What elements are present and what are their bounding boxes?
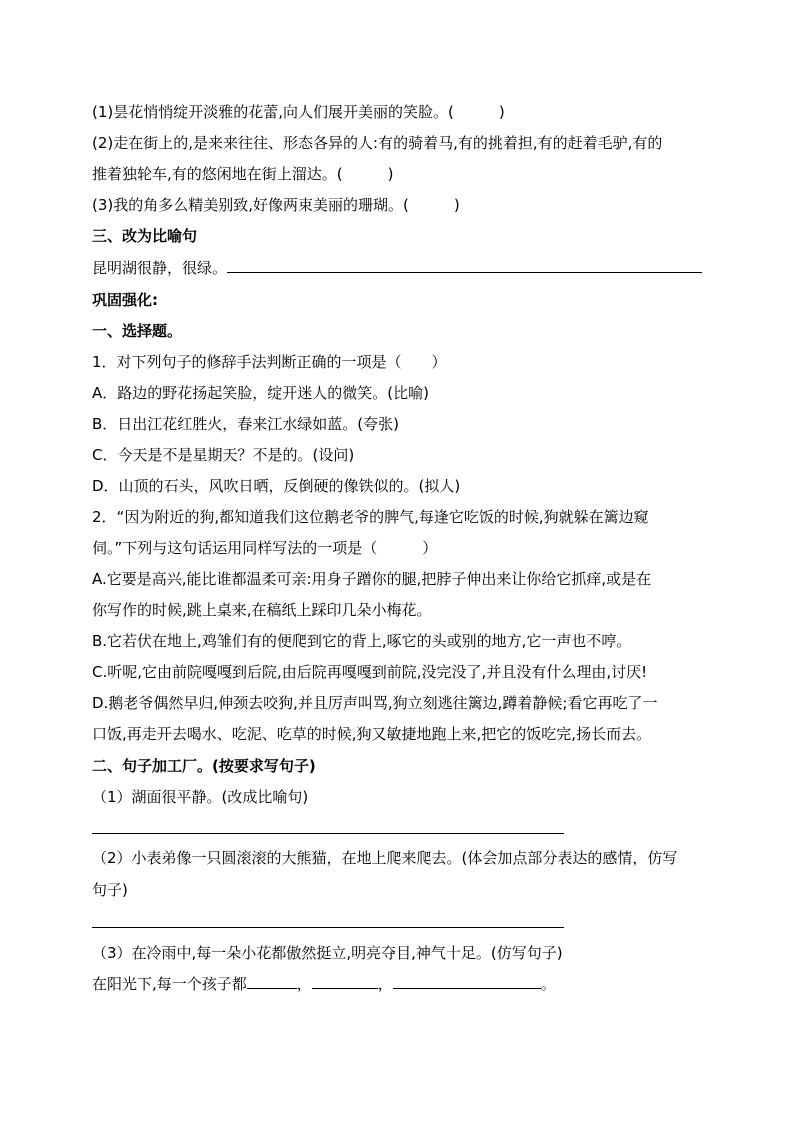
fill-blank[interactable] — [247, 974, 297, 989]
question-line: (2)走在街上的,是来来往往、形态各异的人:有的骑着马,有的挑着担,有的赶着毛驴,有的 — [92, 134, 663, 152]
option-line: 口饭,再走开去喝水、吃泥、吃草的时候,狗又敏捷地跑上来,把它的饭吃完,扬长而去。 — [92, 725, 652, 743]
question-line: （2）小表弟像一只圆滚滚的大熊猫，在地上爬来爬去。(体会加点部分表达的感情，仿写 — [92, 849, 678, 867]
option-line: B.它若伏在地上,鸡雏们有的便爬到它的背上,啄它的头或别的地方,它一声也不哼。 — [92, 632, 632, 650]
option-line: B．日出江花红胜火，春来江水绿如蓝。(夸张) — [92, 415, 399, 433]
answer-blank[interactable] — [227, 258, 702, 273]
option-line: A.它要是高兴,能比谁都温柔可亲:用身子蹭你的腿,把脖子伸出来让你给它抓痒,或是在 — [92, 570, 652, 588]
option-line: A．路边的野花扬起笑脸，绽开迷人的微笑。(比喻) — [92, 384, 429, 402]
option-line: C.听呢,它由前院嘎嘎到后院,由后院再嘎嘎到前院,没完没了,并且没有什么理由,讨厌! — [92, 663, 648, 681]
option-line: C．今天是不是星期天？不是的。(设问) — [92, 446, 355, 464]
section-title: 三、改为比喻句 — [92, 227, 198, 245]
option-line: 你写作的时候,跳上桌来,在稿纸上踩印几朵小梅花。 — [92, 601, 432, 619]
answer-line[interactable] — [92, 927, 564, 928]
fill-in-line — [92, 974, 556, 994]
answer-line[interactable] — [92, 833, 564, 834]
comma: ， — [296, 975, 312, 993]
question-line: 句子) — [92, 881, 128, 899]
rewrite-prompt: 昆明湖很静，很绿。 — [92, 259, 228, 277]
section-title: 一、选择题。 — [92, 322, 183, 340]
question-line: 伺。”下列与这句话运用同样写法的一项是（ ） — [92, 539, 438, 557]
option-line: D．山顶的石头，风吹日晒，反倒硬的像铁似的。(拟人) — [92, 477, 461, 495]
question-line: （3）在冷雨中,每一朵小花都傲然挺立,明亮夺目,神气十足。(仿写句子) — [92, 944, 563, 962]
question-line: 推着独轮车,有的悠闲地在街上溜达。( ) — [92, 165, 394, 183]
question-line: 1．对下列句子的修辞手法判断正确的一项是（ ） — [92, 353, 447, 371]
question-line: (3)我的角多么精美别致,好像两束美丽的珊瑚。( ) — [92, 196, 460, 214]
question-line: (1)昙花悄悄绽开淡雅的花蕾,向人们展开美丽的笑脸。( ) — [92, 103, 505, 121]
period: 。 — [540, 975, 556, 993]
fill-prefix: 在阳光下,每一个孩子都 — [92, 975, 247, 993]
section-title: 巩固强化: — [92, 291, 158, 309]
fill-blank[interactable] — [393, 974, 541, 989]
question-line: 2．“因为附近的狗,都知道我们这位鹅老爷的脾气,每逢它吃饭的时候,狗就躲在篱边窥 — [92, 508, 649, 526]
option-line: D.鹅老爷偶然早归,伸颈去咬狗,并且厉声叫骂,狗立刻逃往篱边,蹲着静候;看它再吃了一 — [92, 694, 658, 712]
question-line: （1）湖面很平静。(改成比喻句) — [92, 788, 309, 806]
comma: ， — [377, 975, 393, 993]
rewrite-prompt-line — [92, 258, 702, 278]
section-title: 二、句子加工厂。(按要求写句子) — [92, 757, 316, 775]
fill-blank[interactable] — [312, 974, 378, 989]
